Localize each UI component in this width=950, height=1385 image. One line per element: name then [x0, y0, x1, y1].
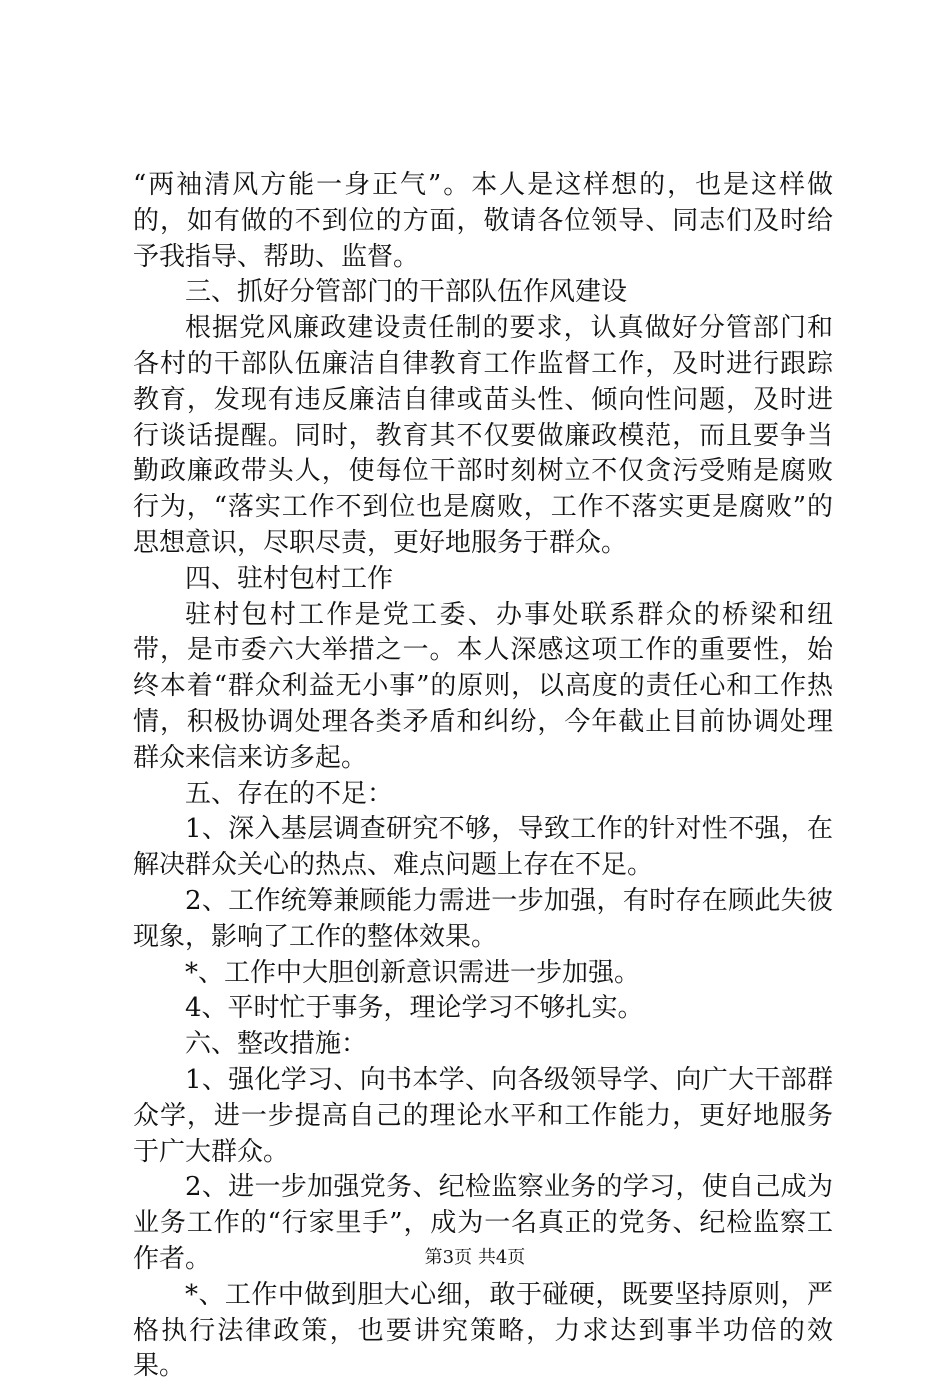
page-number: 第3页 共4页 — [424, 1247, 526, 1268]
paragraph: 驻村包村工作是党工委、办事处联系群众的桥梁和纽带，是市委六大举措之一。本人深感这项工作的重要性，始终本着“群众利益无小事”的原则，以高度的责任心和工作热情，积极协调处理各类矛盾和纠纷，今年截止目前协调处理群众来信来访多起。 — [133, 599, 833, 773]
list-item: 4、平时忙于事务，理论学习不够扎实。 — [185, 993, 644, 1024]
paragraph: 根据党风廉政建设责任制的要求，认真做好分管部门和各村的干部队伍廉洁自律教育工作监督工作，及时进行跟踪教育，发现有违反廉洁自律或苗头性、倾向性问题，及时进行谈话提醒。同时，教育其不仅要做廉政模范，而且要争当勤政廉政带头人，使每位干部时刻树立不仅贪污受贿是腐败行为，“落实工作不到位也是腐败，工作不落实更是腐败”的思想意识，尽职尽责，更好地服务于群众。 — [133, 313, 833, 558]
document-body — [133, 168, 833, 1385]
list-item: *、工作中大胆创新意识需进一步加强。 — [185, 957, 641, 988]
section-heading: 四、驻村包村工作 — [185, 563, 394, 594]
list-item: 1、深入基层调查研究不够，导致工作的针对性不强，在解决群众关心的热点、难点问题上存在不足。 — [133, 814, 833, 881]
paragraph: “两袖清风方能一身正气”。本人是这样想的，也是这样做的，如有做的不到位的方面，敬请各位领导、同志们及时给予我指导、帮助、监督。 — [133, 170, 833, 272]
section-heading: 三、抓好分管部门的干部队伍作风建设 — [185, 277, 628, 308]
list-item: *、工作中做到胆大心细，敢于碰硬，既要坚持原则，严格执行法律政策，也要讲究策略，力求达到事半功倍的效果。 — [133, 1279, 833, 1382]
list-item: 2、进一步加强党务、纪检监察业务的学习，使自己成为业务工作的“行家里手”，成为一名真正的党务、纪检监察工作者。 — [133, 1172, 833, 1274]
page-footer — [0, 1246, 950, 1270]
list-item: 2、工作统筹兼顾能力需进一步加强，有时存在顾此失彼现象，影响了工作的整体效果。 — [133, 885, 833, 952]
section-heading: 五、存在的不足： — [185, 778, 394, 809]
list-item: 1、强化学习、向书本学、向各级领导学、向广大干部群众学，进一步提高自己的理论水平和工作能力，更好地服务于广大群众。 — [133, 1064, 833, 1167]
section-heading: 六、整改措施： — [185, 1029, 368, 1060]
